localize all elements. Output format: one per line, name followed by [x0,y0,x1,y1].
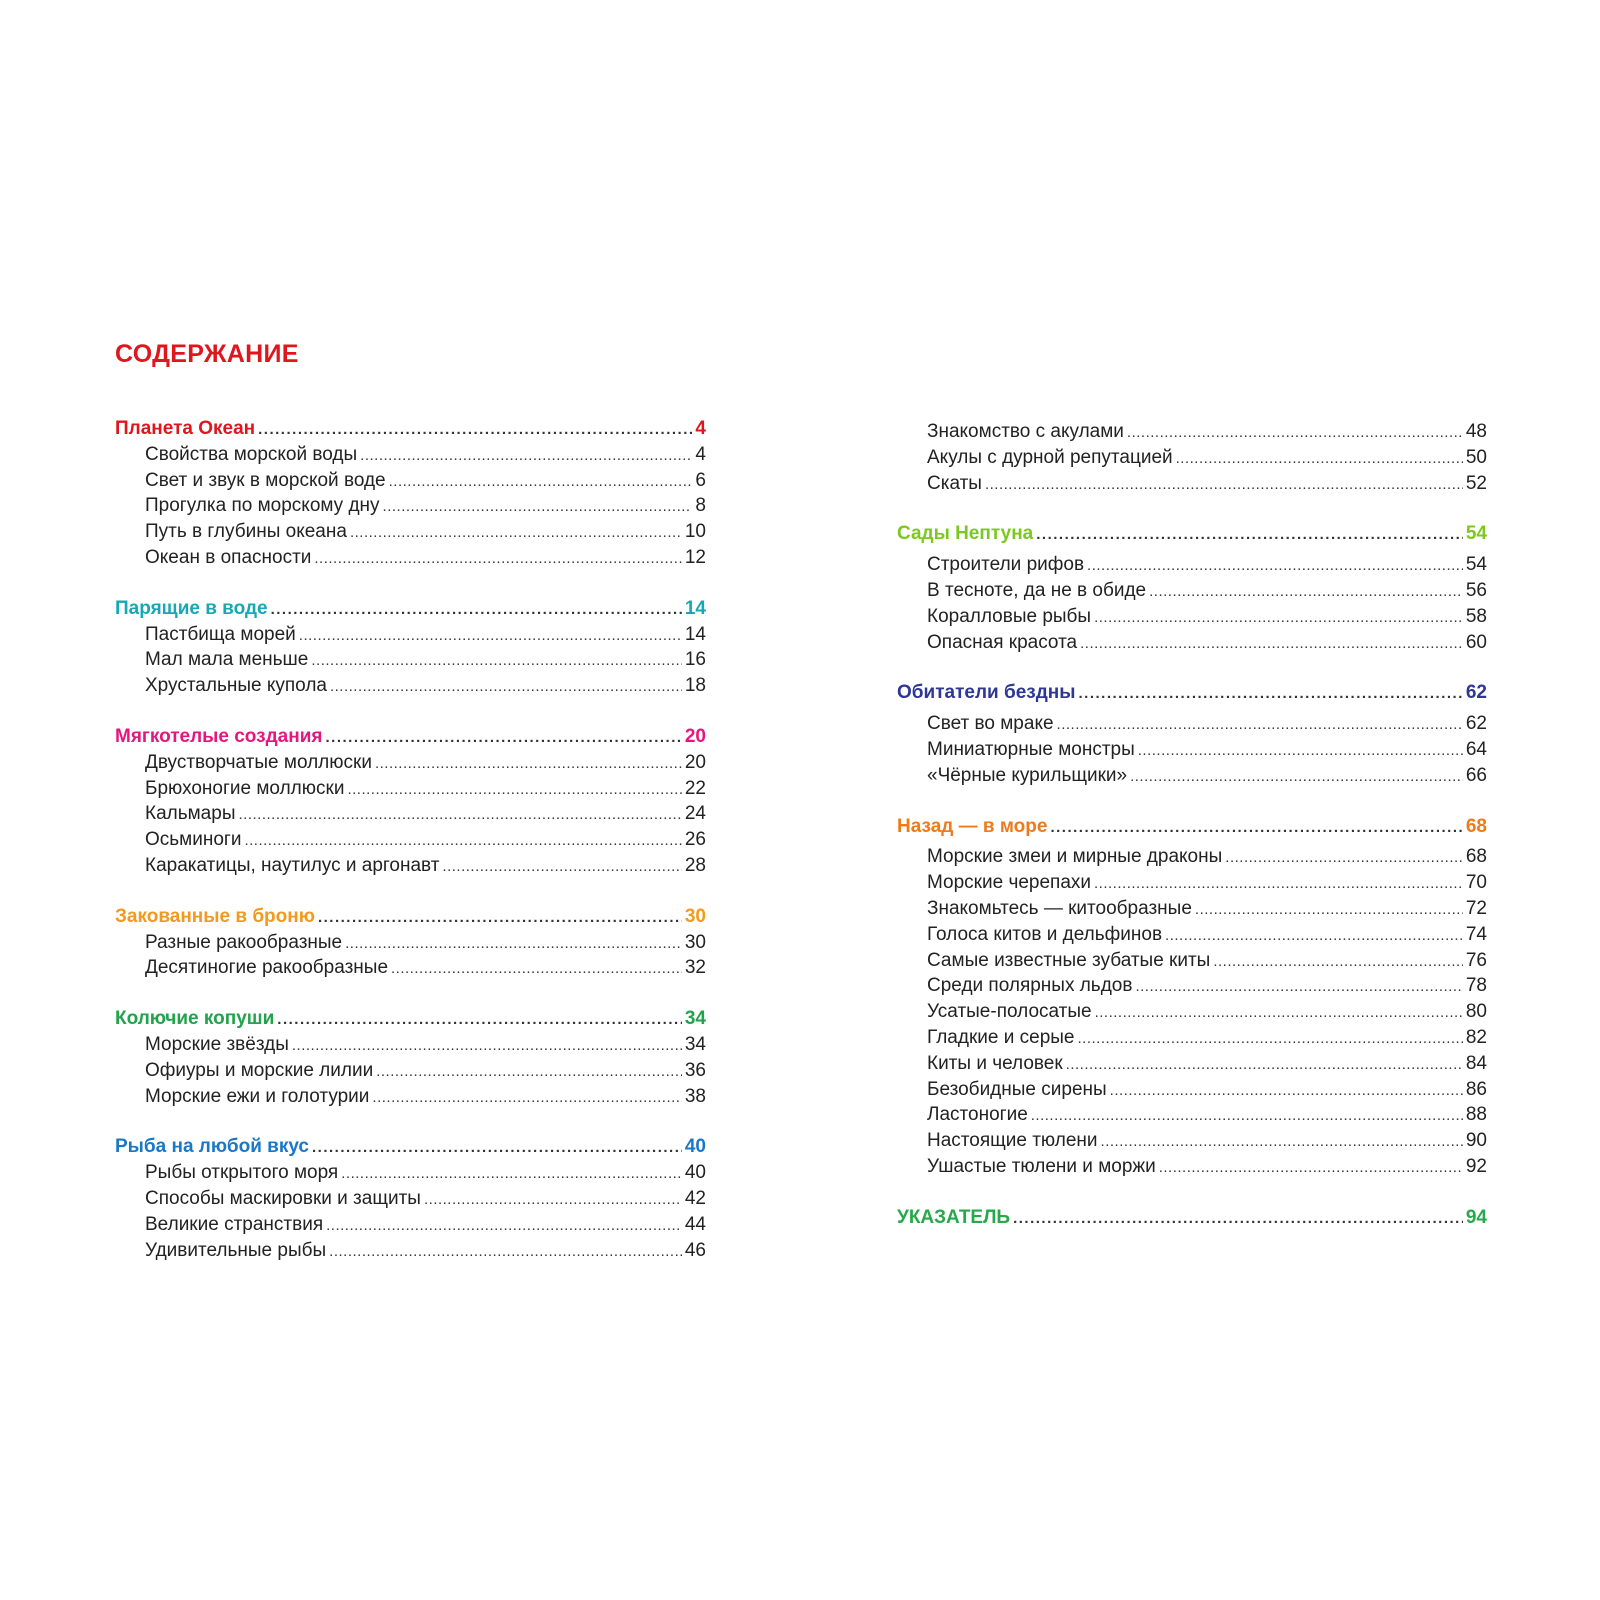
toc-entry-page: 4 [695,443,706,465]
toc-entry[interactable] [115,1160,706,1186]
toc-section-nazad [897,814,1487,1180]
toc-entry[interactable] [897,896,1487,922]
toc-entry-page: 26 [684,829,706,851]
toc-entry-page: 54 [1465,554,1487,576]
leader-dots [312,1135,682,1161]
toc-entry[interactable] [897,1154,1487,1180]
toc-entry-page: 92 [1465,1155,1487,1177]
toc-entry[interactable] [115,930,706,956]
leader-dots [1149,579,1463,605]
leader-dots [311,648,681,674]
toc-entry[interactable] [115,1212,706,1238]
toc-entry-title: Морские черепахи [927,872,1092,894]
toc-entry[interactable] [115,853,706,879]
toc-entry-title: Способы маскировки и защиты [145,1187,421,1209]
toc-entry-page: 46 [684,1239,706,1261]
toc-entry-title: Брюхоногие моллюски [145,777,345,799]
toc-entry-page: 6 [695,469,706,491]
leader-dots [1095,1000,1463,1026]
toc-entry-title: Свойства морской воды [145,443,358,465]
toc-heading-title: Колючие копуши [115,1008,275,1030]
toc-entry-page: 32 [684,957,706,979]
leader-dots [1127,420,1463,446]
toc-heading[interactable] [897,680,1487,706]
toc-entry[interactable] [115,493,706,519]
toc-entry[interactable] [897,870,1487,896]
toc-heading-page: 30 [684,905,706,927]
toc-entry[interactable] [897,578,1487,604]
leader-dots [1094,871,1463,897]
leader-dots [383,494,693,520]
toc-entry-title: Кальмары [145,803,236,825]
toc-entry[interactable] [897,552,1487,578]
toc-entry[interactable] [115,647,706,673]
toc-entry[interactable] [115,673,706,699]
toc-entry-title: Ушастые тюлени и моржи [927,1155,1156,1177]
toc-entry[interactable] [115,1238,706,1264]
toc-section-ryba [115,1134,706,1263]
toc-heading-page: 68 [1465,815,1487,837]
toc-entry-page: 80 [1465,1001,1487,1023]
leader-dots [1087,553,1463,579]
toc-entry-title: В тесноте, да не в обиде [927,579,1147,601]
leader-dots [350,520,682,546]
toc-section-sady [897,521,1487,655]
toc-heading-page: 94 [1465,1206,1487,1228]
toc-entry-title: Ластоногие [927,1104,1028,1126]
toc-entry-page: 70 [1465,872,1487,894]
leader-dots [424,1187,682,1213]
leader-dots [1138,738,1463,764]
toc-entry-page: 44 [684,1213,706,1235]
toc-heading[interactable] [115,416,706,442]
leader-dots [360,443,692,469]
toc-entry-title: Хрустальные купола [145,675,327,697]
toc-entry-title: Опасная красота [927,631,1078,653]
toc-entry[interactable] [897,445,1487,471]
toc-heading-title: Обитатели бездны [897,682,1076,704]
toc-entry-page: 72 [1465,897,1487,919]
toc-heading-title: Сады Нептуна [897,523,1034,545]
toc-entry-page: 36 [684,1059,706,1081]
toc-entry-page: 84 [1465,1052,1487,1074]
leader-dots [389,469,693,495]
leader-dots [277,1007,682,1033]
toc-entry[interactable] [897,999,1487,1025]
toc-entry-title: Настоящие тюлени [927,1130,1098,1152]
toc-entry-page: 8 [695,495,706,517]
toc-section-planeta-okean [115,416,706,571]
toc-entry-title: Мал мала меньше [145,649,309,671]
toc-entry-page: 64 [1465,738,1487,760]
toc-entry-title: Самые известные зубатые киты [927,949,1211,971]
toc-entry-page: 60 [1465,631,1487,653]
leader-dots [258,417,692,443]
leader-dots [345,931,682,957]
toc-entry-title: Морские змеи и мирные драконы [927,846,1223,868]
leader-dots [1050,815,1462,841]
toc-heading-page: 62 [1465,682,1487,704]
toc-entry-page: 76 [1465,949,1487,971]
leader-dots [375,751,682,777]
leader-dots [299,623,682,649]
leader-dots [318,905,682,931]
toc-entry-title: Морские звёзды [145,1033,289,1055]
toc-entry[interactable] [115,955,706,981]
toc-section-obitateli [897,680,1487,788]
toc-entry-title: Двустворчатые моллюски [145,751,372,773]
toc-heading[interactable] [897,1205,1487,1231]
toc-entry[interactable] [115,442,706,468]
toc-entry-title: Безобидные сирены [927,1078,1107,1100]
toc-entry-title: Путь в глубины океана [145,521,347,543]
leader-dots [442,854,681,880]
leader-dots [244,828,681,854]
toc-entry-page: 42 [684,1187,706,1209]
leader-dots [1195,897,1463,923]
toc-entry-title: Усатые-полосатые [927,1001,1092,1023]
leader-dots [1225,845,1463,871]
toc-entry-title: «Чёрные курильщики» [927,764,1128,786]
toc-entry[interactable] [897,1025,1487,1051]
toc-entry-title: Гладкие и серые [927,1026,1075,1048]
toc-heading-title: Закованные в броню [115,905,315,927]
toc-entry-page: 12 [684,546,706,568]
toc-entry[interactable] [115,519,706,545]
toc-entry-page: 10 [684,521,706,543]
leader-dots [1057,712,1463,738]
toc-entry-page: 90 [1465,1130,1487,1152]
leader-dots [347,777,681,803]
toc-entry-title: Свет во мраке [927,713,1054,735]
toc-heading-title: УКАЗАТЕЛЬ [897,1206,1011,1228]
leader-dots [1130,764,1463,790]
toc-entry[interactable] [897,844,1487,870]
toc-heading-title: Парящие в воде [115,597,268,619]
toc-entry[interactable] [897,1102,1487,1128]
toc-entry-page: 30 [684,931,706,953]
toc-entry-title: Киты и человек [927,1052,1063,1074]
toc-entry-page: 16 [684,649,706,671]
toc-entry-title: Великие странствия [145,1213,324,1235]
leader-dots [1159,1155,1463,1181]
toc-entry-title: Каракатицы, наутилус и аргонавт [145,854,440,876]
leader-dots [1066,1052,1463,1078]
leader-dots [391,956,682,982]
toc-left-column [115,416,706,1263]
toc-entry[interactable] [897,737,1487,763]
toc-entry[interactable] [897,973,1487,999]
toc-entry-title: Десятиногие ракообразные [145,957,389,979]
toc-entry-title: Знакомьтесь — китообразные [927,897,1192,919]
toc-heading[interactable] [115,596,706,622]
leader-dots [1078,681,1462,707]
page-title: СОДЕРЖАНИЕ [115,340,299,368]
leader-dots [1213,949,1463,975]
toc-entry-title: Строители рифов [927,554,1085,576]
toc-section-paryashie [115,596,706,699]
toc-entry[interactable] [115,1186,706,1212]
toc-entry-page: 48 [1465,421,1487,442]
toc-heading-page: 14 [684,597,706,619]
leader-dots [1080,631,1463,657]
toc-entry-page: 66 [1465,764,1487,786]
toc-heading-page: 20 [684,725,706,747]
toc-entry[interactable] [115,1032,706,1058]
toc-entry-page: 22 [684,777,706,799]
toc-entry-title: Океан в опасности [145,546,312,568]
toc-heading[interactable] [115,904,706,930]
leader-dots [1031,1103,1463,1129]
toc-entry-page: 40 [684,1162,706,1184]
toc-entry-title: Рыбы открытого моря [145,1162,339,1184]
toc-entry[interactable] [115,622,706,648]
toc-entry-page: 56 [1465,579,1487,601]
toc-entry-page: 78 [1465,975,1487,997]
toc-entry-title: Коралловые рыбы [927,605,1092,627]
toc-heading-page: 40 [684,1136,706,1158]
toc-entry-page: 14 [684,623,706,645]
leader-dots [1077,1026,1462,1052]
toc-entry-page: 86 [1465,1078,1487,1100]
toc-right-column [897,419,1487,1231]
toc-entry-page: 88 [1465,1104,1487,1126]
leader-dots [325,725,681,751]
toc-entry[interactable] [115,1058,706,1084]
toc-entry-page: 38 [684,1085,706,1107]
toc-heading-title: Назад — в море [897,815,1048,837]
toc-entry-title: Офиуры и морские лилии [145,1059,374,1081]
leader-dots [376,1059,682,1085]
leader-dots [1101,1129,1463,1155]
toc-entry-page: 52 [1465,472,1487,494]
toc-section-kolyuchie [115,1006,706,1109]
leader-dots [329,1239,682,1265]
toc-heading[interactable] [115,1134,706,1160]
toc-entry[interactable] [897,630,1487,656]
toc-entry[interactable] [897,763,1487,789]
toc-entry-title: Свет и звук в морской воде [145,469,386,491]
toc-entry[interactable] [897,1128,1487,1154]
toc-heading-title: Мягкотелые создания [115,725,323,747]
toc-entry-title: Осьминоги [145,829,242,851]
toc-entry-page: 74 [1465,923,1487,945]
toc-heading-title: Планета Океан [115,418,256,439]
leader-dots [372,1085,681,1111]
leader-dots [314,546,681,572]
leader-dots [330,674,682,700]
toc-heading[interactable] [115,724,706,750]
leader-dots [238,802,681,828]
toc-entry[interactable] [897,948,1487,974]
leader-dots [271,597,682,623]
toc-entry-page: 28 [684,854,706,876]
toc-heading-page: 34 [684,1008,706,1030]
toc-entry-page: 24 [684,803,706,825]
toc-heading-page: 54 [1465,523,1487,545]
toc-entry[interactable] [897,604,1487,630]
toc-entry-title: Среди полярных льдов [927,975,1133,997]
toc-entry[interactable] [897,711,1487,737]
toc-entry[interactable] [897,419,1487,445]
toc-section-ukazatel [897,1205,1487,1231]
toc-entry[interactable] [115,1084,706,1110]
toc-section-zakovannye [115,904,706,981]
toc-entry[interactable] [897,1077,1487,1103]
toc-entry-page: 82 [1465,1026,1487,1048]
leader-dots [326,1213,682,1239]
toc-entry-page: 62 [1465,713,1487,735]
toc-entry[interactable] [897,922,1487,948]
toc-entry-title: Морские ежи и голотурии [145,1085,370,1107]
leader-dots [1110,1078,1463,1104]
toc-section-ryba-continued [897,419,1487,496]
leader-dots [1135,974,1462,1000]
toc-entry[interactable] [115,776,706,802]
toc-entry[interactable] [897,1051,1487,1077]
toc-entry-page: 58 [1465,605,1487,627]
toc-heading[interactable] [115,1006,706,1032]
leader-dots [1176,446,1463,472]
toc-entry[interactable] [115,545,706,571]
toc-heading[interactable] [897,521,1487,547]
toc-entry[interactable] [115,827,706,853]
toc-entry-title: Разные ракообразные [145,931,343,953]
toc-entry-title: Знакомство с акулами [927,421,1124,442]
toc-entry-title: Голоса китов и дельфинов [927,923,1163,945]
toc-entry-page: 34 [684,1033,706,1055]
toc-heading-page: 4 [695,418,706,439]
toc-entry-title: Акулы с дурной репутацией [927,446,1173,468]
leader-dots [1165,923,1463,949]
leader-dots [292,1033,682,1059]
leader-dots [1013,1206,1463,1232]
toc-section-myagkotelye [115,724,706,879]
toc-entry[interactable] [115,750,706,776]
toc-entry[interactable] [115,801,706,827]
leader-dots [985,472,1463,498]
toc-entry-title: Миниатюрные монстры [927,738,1135,760]
toc-entry-page: 50 [1465,446,1487,468]
toc-entry-title: Пастбища морей [145,623,296,645]
leader-dots [341,1161,682,1187]
toc-entry-title: Скаты [927,472,982,494]
leader-dots [1094,605,1463,631]
toc-entry[interactable] [115,468,706,494]
toc-entry-title: Удивительные рыбы [145,1239,327,1261]
toc-heading-title: Рыба на любой вкус [115,1136,309,1158]
toc-entry[interactable] [897,471,1487,497]
toc-heading[interactable] [897,814,1487,840]
leader-dots [1036,522,1463,548]
toc-entry-page: 68 [1465,846,1487,868]
toc-entry-page: 20 [684,751,706,773]
toc-entry-page: 18 [684,675,706,697]
toc-entry-title: Прогулка по морскому дну [145,495,380,517]
